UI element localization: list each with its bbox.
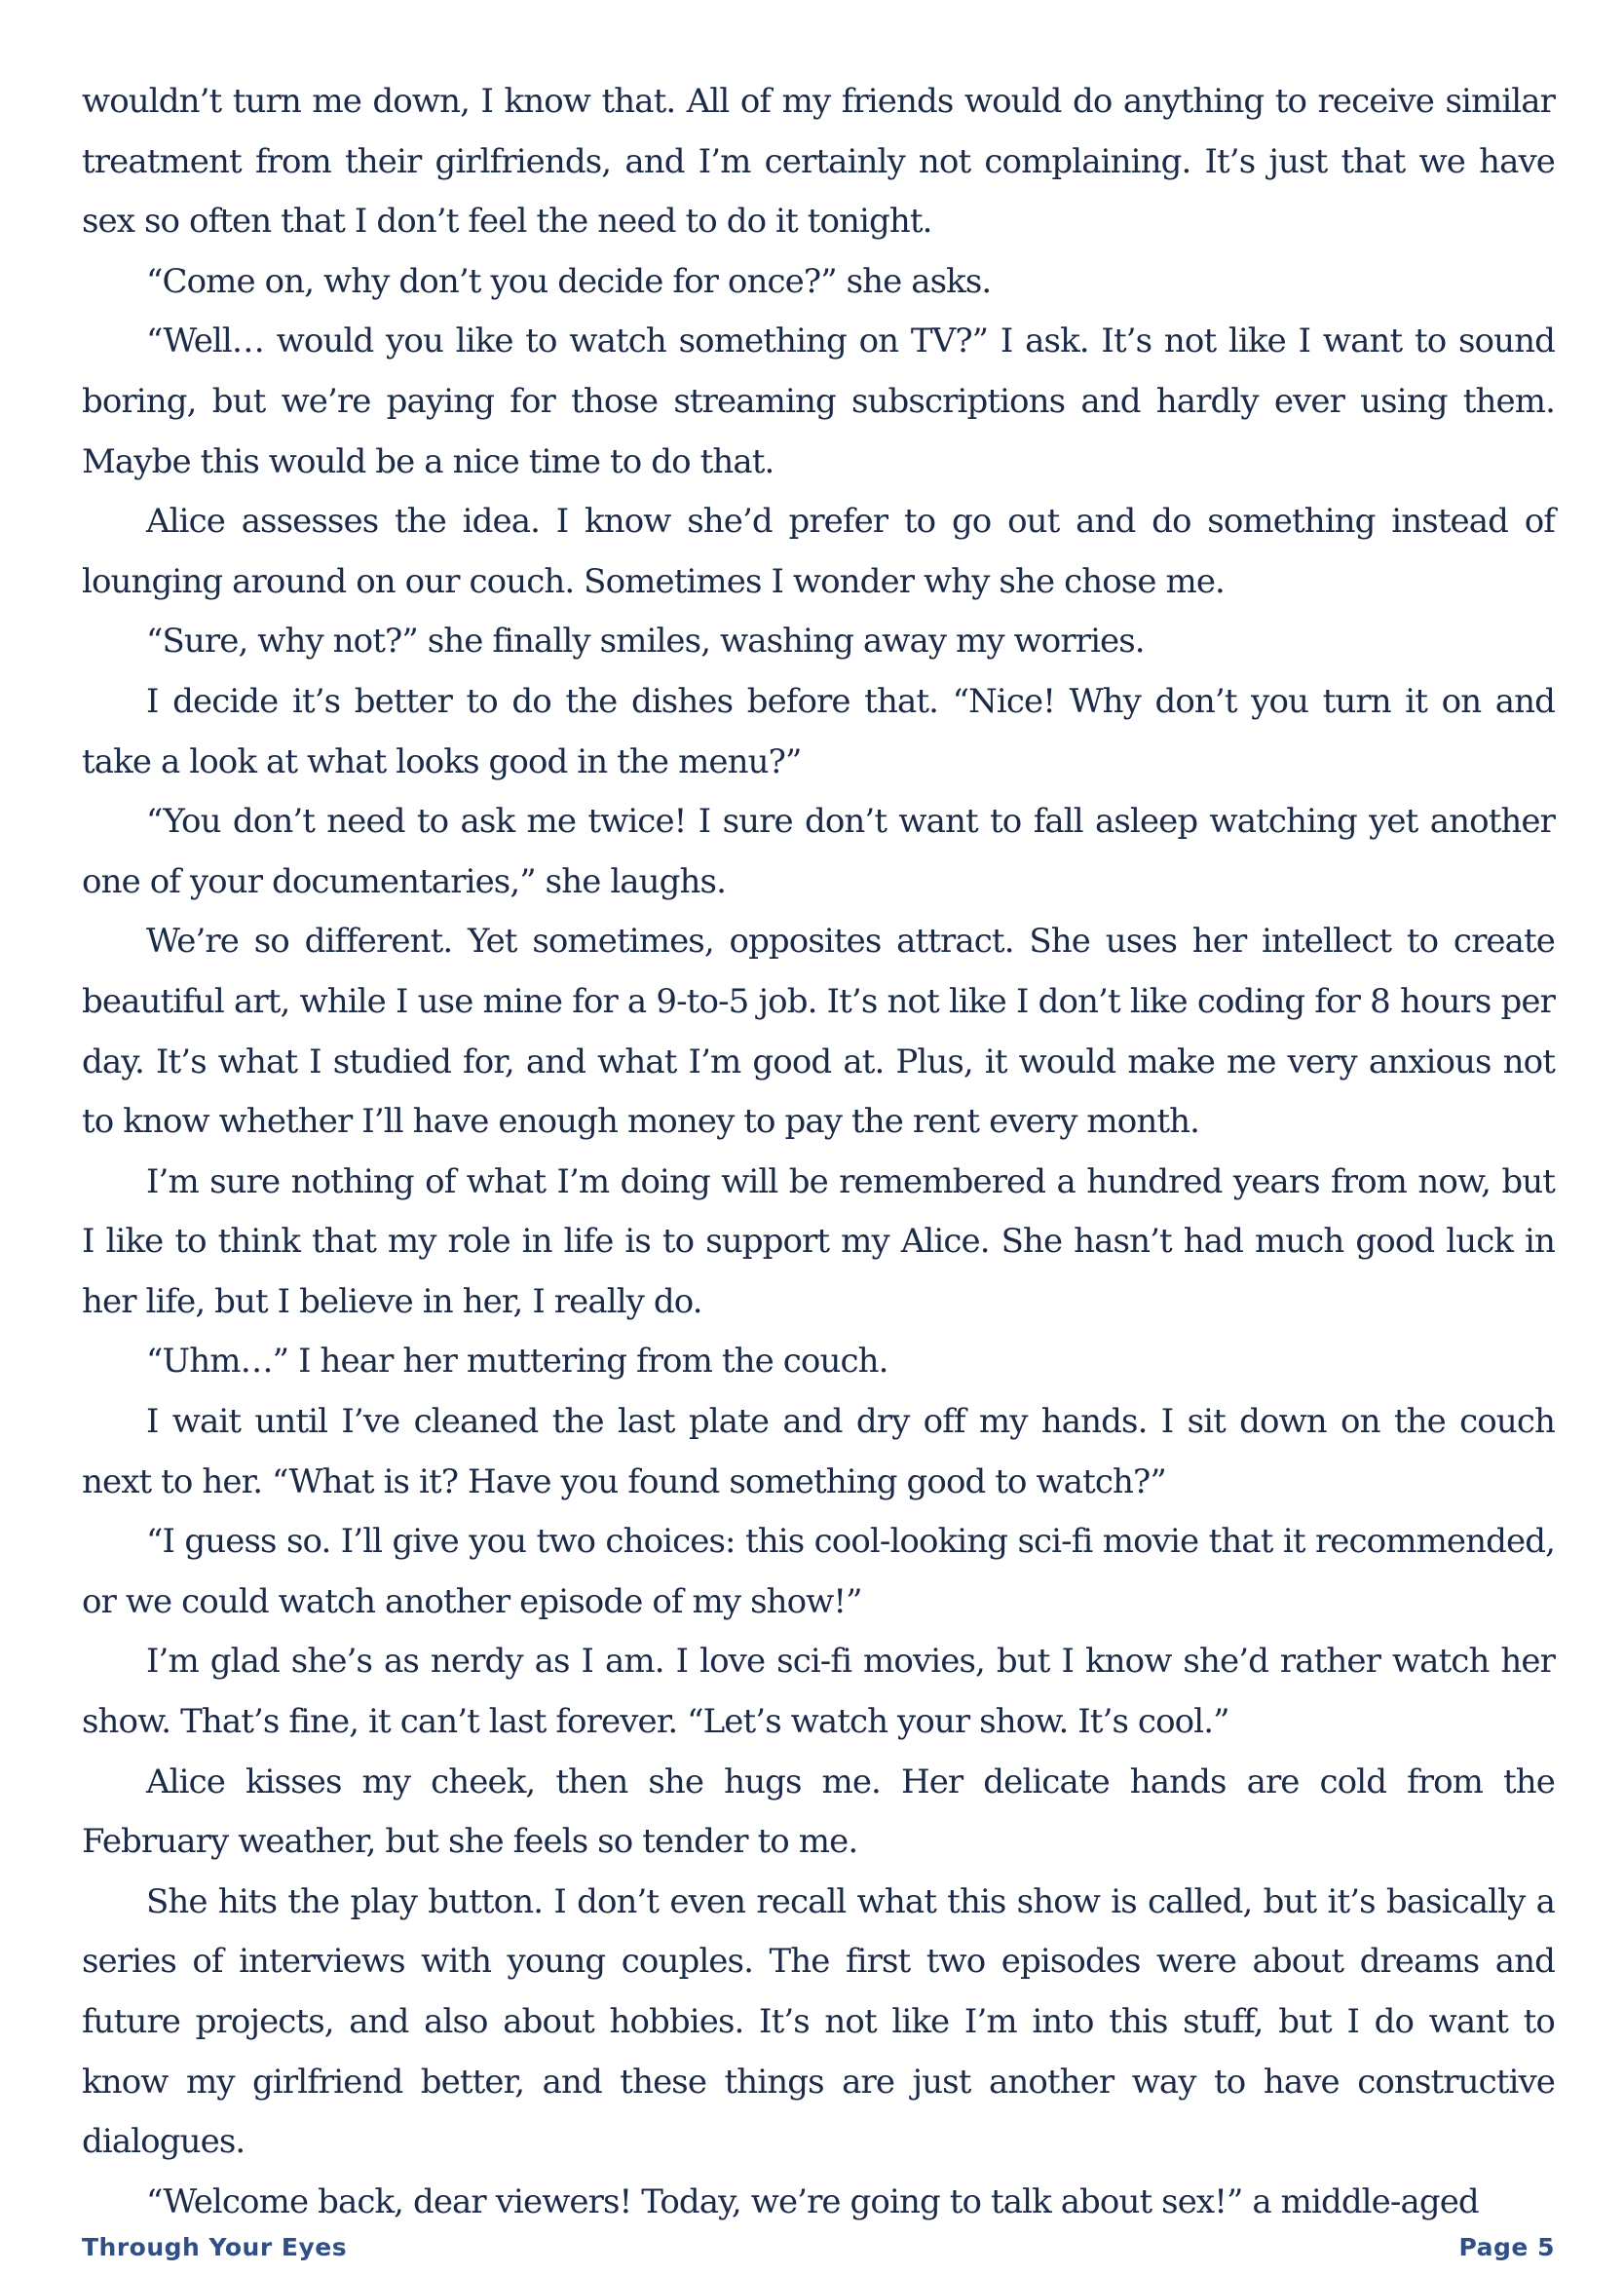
paragraph-14: Alice kisses my cheek, then she hugs me. Her delicate hands are cold from the February weather, but she feels so tender to me.	[82, 1762, 1555, 1862]
paragraph-16: “Welcome back, dear viewers! Today, we’re going to talk about sex!” a middle-aged	[146, 2181, 1479, 2221]
paragraph-9: I’m sure nothing of what I’m doing will be remembered a hundred years from now, but I like to think that my role in life is to support my Alice. She hasn’t had much good luck in her life, but I believe in her, I really do.	[82, 1161, 1555, 1321]
paragraph-12: “I guess so. I’ll give you two choices: this cool-looking sci-fi movie that it recommended, or we could watch another episode of my show!”	[82, 1522, 1555, 1621]
paragraph-5: “Sure, why not?” she finally smiles, washing away my worries.	[146, 622, 1145, 662]
paragraph-15: She hits the play button. I don’t even recall what this show is called, but it’s basically a series of interviews with young couples. The first two episodes were about dreams and future projects, and also about hobbies. It’s not like I’m into this stuff, but I do want to know my girlfriend better, and these things are just another way to have constructive dialogues.	[82, 1881, 1555, 2162]
paragraph-1: wouldn’t turn me down, I know that. All of my friends would do anything to receive similar treatment from their girlfriends, and I’m certainly not complaining. It’s just that we have sex so often that I don’t feel the need to do it tonight.	[82, 82, 1555, 242]
paragraph-11: I wait until I’ve cleaned the last plate and dry off my hands. I sit down on the couch next to her. “What is it? Have you found something good to watch?”	[82, 1402, 1555, 1501]
footer-page-number: Page 5	[1458, 2232, 1555, 2261]
paragraph-3: “Well… would you like to watch something on TV?” I ask. It’s not like I want to sound boring, but we’re paying for those streaming subscriptions and hardly ever using them. Maybe this would be a nice time to do that.	[82, 322, 1555, 481]
paragraph-6: I decide it’s better to do the dishes before that. “Nice! Why don’t you turn it on and take a look at what looks good in the menu?”	[82, 681, 1555, 781]
page-body-text	[82, 72, 1555, 2232]
paragraph-7: “You don’t need to ask me twice! I sure don’t want to fall asleep watching yet another one of your documentaries,” she laughs.	[82, 802, 1555, 901]
paragraph-8: We’re so different. Yet sometimes, opposites attract. She uses her intellect to create beautiful art, while I use mine for a 9-to-5 job. It’s not like I don’t like coding for 8 hours per day. It’s what I studied for, and what I’m good at. Plus, it would make me very anxious not to know whether I’ll have enough money to pay the rent every month.	[82, 922, 1555, 1142]
paragraph-2: “Come on, why don’t you decide for once?” she asks.	[146, 261, 992, 301]
paragraph-10: “Uhm…” I hear her muttering from the couch.	[146, 1342, 888, 1382]
paragraph-4: Alice assesses the idea. I know she’d prefer to go out and do something instead of lounging around on our couch. Sometimes I wonder why she chose me.	[82, 502, 1555, 601]
page-footer	[82, 2229, 1555, 2264]
footer-book-title: Through Your Eyes	[82, 2232, 348, 2261]
paragraph-13: I’m glad she’s as nerdy as I am. I love sci-fi movies, but I know she’d rather watch her show. That’s fine, it can’t last forever. “Let’s watch your show. It’s cool.”	[82, 1642, 1555, 1742]
